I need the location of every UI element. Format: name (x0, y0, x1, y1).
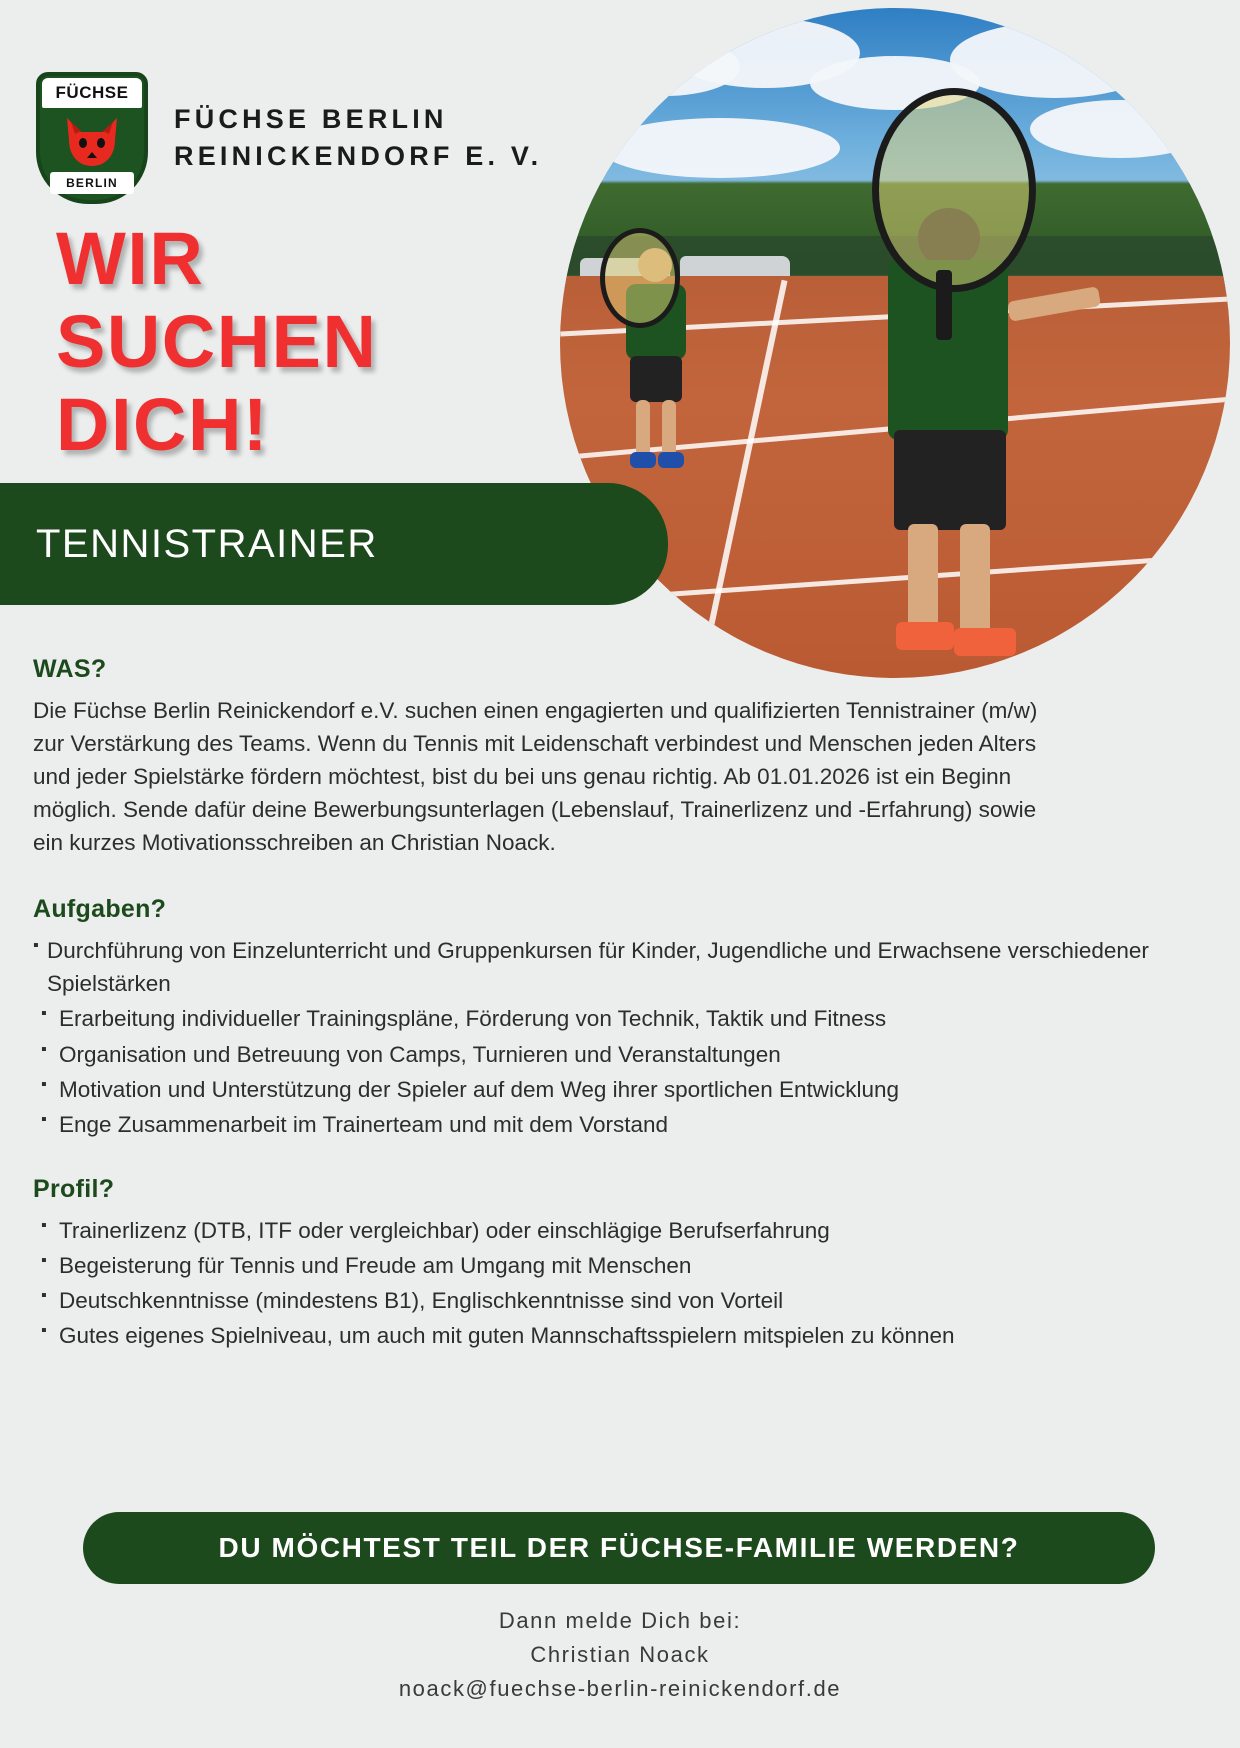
spacer (33, 1143, 1208, 1175)
section-heading-profil: Profil? (33, 1174, 115, 1203)
tennis-ball (1154, 106, 1178, 130)
tennis-photo (560, 8, 1230, 678)
cta-banner[interactable] (83, 1512, 1155, 1584)
headline-line3: DICH! (56, 382, 270, 466)
racket-foreground (872, 88, 1036, 292)
list-item: ▪ Trainerlizenz (DTB, ITF oder vergleichbar) oder einschlägige Berufserfahrung (33, 1214, 1208, 1247)
job-title-bar (0, 483, 668, 605)
section-text-was: Die Füchse Berlin Reinickendorf e.V. suchen einen engagierten und qualifizierten Tennistrainer (m/w) zur Verstärkung des Teams. Wenn du Tennis mit Leidenschaft verbindest und Menschen jeden Alters und jeder Spielstärke fördern möchtest, bist du bei uns genau richtig. Ab 01.01.2026 ist ein Beginn möglich. Sende dafür deine Bewerbungsunterlagen (Lebenslauf, Trainerlizenz und -Erfahrung) sowie ein kurzes Motivationsschreiben an Christian Noack. (33, 698, 1038, 856)
club-name-line1: FÜCHSE BERLIN (174, 103, 448, 134)
logo-bottom-text: BERLIN (66, 176, 118, 190)
logo-bottom-band (50, 172, 134, 194)
section-heading-was: WAS? (33, 655, 107, 683)
headline (56, 218, 377, 467)
child-shorts (894, 430, 1006, 530)
child-leg (636, 400, 650, 456)
cloud-shape (950, 22, 1160, 98)
contact-line-intro: Dann melde Dich bei: (498, 1608, 742, 1633)
racket-background (600, 228, 680, 328)
list-item: ▪ Begeisterung für Tennis und Freude am Umgang mit Menschen (33, 1249, 1208, 1282)
cloud-shape (600, 118, 840, 178)
club-logo-block (36, 72, 542, 204)
poster-body (33, 655, 1208, 1354)
list-item: ▪ Motivation und Unterstützung der Spieler auf dem Weg ihrer sportlichen Entwicklung (33, 1073, 1208, 1106)
logo-top-band (42, 78, 142, 108)
court-line (698, 280, 787, 673)
contact-footer (0, 1604, 1240, 1706)
job-title: TENNISTRAINER (36, 521, 378, 566)
child-background (612, 248, 702, 478)
section-heading-aufgaben: Aufgaben? (33, 895, 167, 924)
headline-line1: WIR (56, 217, 205, 300)
list-item: ▪ Gutes eigenes Spielniveau, um auch mit guten Mannschaftsspielern mitspielen zu können (33, 1319, 1208, 1352)
child-shorts (630, 356, 682, 402)
spacer (33, 859, 1208, 895)
child-leg (662, 400, 676, 456)
child-shoe (954, 628, 1016, 656)
list-item: ▪ Enge Zusammenarbeit im Trainerteam und mit dem Vorstand (33, 1108, 1208, 1141)
child-shoe (658, 452, 684, 468)
headline-line2: SUCHEN (56, 299, 378, 383)
contact-email[interactable]: noack@fuechse-berlin-reinickendorf.de (398, 1676, 842, 1702)
profil-list (33, 1214, 1208, 1352)
list-item: ▪ Deutschkenntnisse (mindestens B1), Englischkenntnisse sind von Vorteil (33, 1284, 1208, 1317)
aufgaben-list (33, 934, 1208, 1140)
club-name-line2: REINICKENDORF E. V. (174, 141, 543, 171)
fox-shield-logo (36, 72, 148, 204)
poster-header (0, 0, 1240, 566)
racket-handle (936, 270, 952, 340)
contact-name: Christian Noack (530, 1642, 710, 1668)
list-item: ▪ Organisation und Betreuung von Camps, Turnieren und Veranstaltungen (33, 1038, 1208, 1071)
list-item: ▪ Erarbeitung individueller Trainingspläne, Förderung von Technik, Taktik und Fitness (33, 1002, 1208, 1035)
child-leg (908, 524, 938, 634)
child-leg (960, 524, 990, 634)
fox-head-icon (63, 116, 121, 168)
child-shoe (896, 622, 954, 650)
cta-label: DU MÖCHTEST TEIL DER FÜCHSE-FAMILIE WERDEN? (218, 1532, 1020, 1563)
list-item: ▪ Durchführung von Einzelunterricht und Gruppenkursen für Kinder, Jugendliche und Erwachsene verschiedener Spielstärken (33, 934, 1208, 1000)
child-shoe (630, 452, 656, 468)
child-foreground (860, 198, 1050, 658)
logo-top-text: FÜCHSE (55, 83, 129, 102)
cloud-shape (1030, 100, 1210, 158)
club-name (174, 101, 542, 176)
